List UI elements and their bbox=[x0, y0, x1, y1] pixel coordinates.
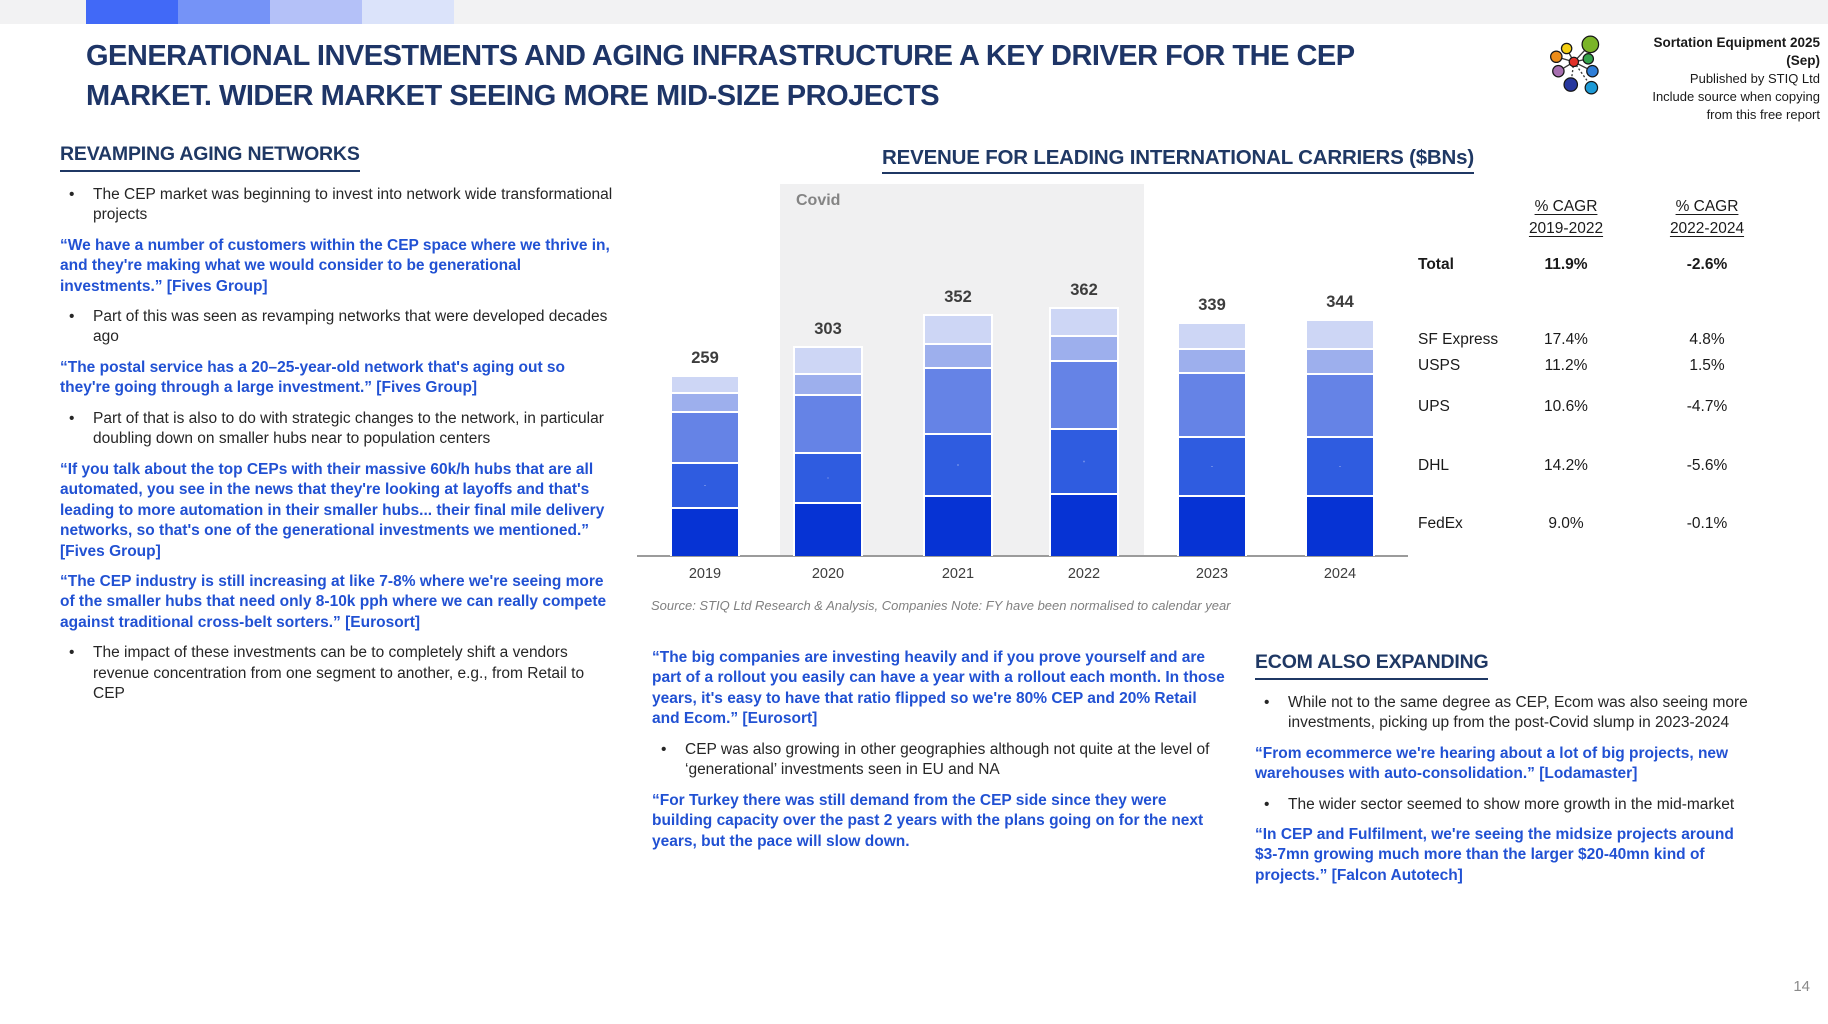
page-title bbox=[86, 36, 1506, 116]
cagr-row-label: DHL bbox=[1418, 457, 1450, 475]
bar-total-label: 344 bbox=[1326, 292, 1354, 311]
cagr-row-total bbox=[1400, 256, 1795, 278]
cagr-value-2019-2022: 11.2% bbox=[1544, 356, 1588, 374]
cagr-value-2022-2024: -5.6% bbox=[1686, 457, 1728, 475]
cagr-value-2022-2024: -2.6% bbox=[1686, 256, 1728, 273]
cagr-row-sf-express bbox=[1400, 331, 1795, 353]
quote-text: “For Turkey there was still demand from the CEP side since they were building capacity over the past 2 years with the plans going on for the next years, but the pace will slow down. bbox=[652, 791, 1204, 850]
x-tick-label: 2022 bbox=[1067, 566, 1101, 582]
quote-text: “From ecommerce we're hearing about a lot of big projects, new warehouses with auto-consolidation.” [Lodamaster] bbox=[1255, 744, 1729, 783]
cagr-value-2022-2024: -4.7% bbox=[1686, 398, 1728, 416]
segment-usps bbox=[1179, 350, 1245, 372]
cagr-table bbox=[1400, 192, 1795, 552]
cagr-value-2019-2022: 9.0% bbox=[1548, 515, 1584, 533]
covid-band bbox=[780, 184, 1144, 556]
covid-annotation: Covid bbox=[796, 192, 841, 209]
ecom-column bbox=[1255, 650, 1760, 896]
segment-sf-express bbox=[1179, 324, 1245, 348]
cagr-row-ups bbox=[1400, 398, 1795, 420]
quote-text: “In CEP and Fulfilment, we're seeing the midsize projects around $3-7mn growing much more than the larger $20-40mn kind of projects.” [Falcon Autotech] bbox=[1255, 826, 1734, 884]
cagr-col1-header-line1: % CAGR bbox=[1534, 198, 1598, 215]
cagr-col2-header-line1: % CAGR bbox=[1675, 198, 1739, 215]
segment-dhl bbox=[672, 464, 738, 508]
cagr-row-label: FedEx bbox=[1418, 515, 1463, 533]
bullet-text: The CEP market was beginning to invest into network wide transformational projects bbox=[93, 185, 613, 224]
x-tick-label: 2021 bbox=[941, 566, 975, 582]
segment-dhl bbox=[1307, 438, 1373, 495]
x-tick-label: 2024 bbox=[1323, 566, 1357, 582]
branding-text bbox=[1620, 34, 1820, 124]
cagr-value-2019-2022: 11.9% bbox=[1544, 256, 1588, 273]
bullet-item bbox=[60, 643, 616, 704]
bar-total-label: 303 bbox=[814, 320, 842, 339]
x-tick-label: 2019 bbox=[688, 566, 722, 582]
bullet-item bbox=[1255, 693, 1760, 734]
bullet-dot: • bbox=[69, 409, 75, 427]
report-name: Sortation Equipment 2025 (Sep) bbox=[1653, 35, 1820, 68]
bullet-text: Part of this was seen as revamping networks that were developed decades ago bbox=[93, 308, 608, 346]
cagr-col2-header-line2: 2022-2024 bbox=[1669, 220, 1745, 237]
cagr-row-usps bbox=[1400, 357, 1795, 379]
quote-text: “The big companies are investing heavily and if you prove yourself and are part of a rollout you easily can have a year with a rollout each month. In those years, it's easy to have that ratio flipped so we're 80% CEP and 20% Retail and Ecom.” [Eurosort] bbox=[652, 649, 1225, 728]
bullet-item bbox=[60, 307, 616, 348]
quote-text: “If you talk about the top CEPs with their massive 60k/h hubs that are all automated, you see in the news that they're looking at layoffs and that's leading to more automation in their smaller hubs... their final mile delivery networks, so that's one of the generational investments we mentioned.” [Fives Group] bbox=[60, 460, 605, 560]
copy-note-line1: Include source when copying bbox=[1652, 89, 1820, 104]
segment-fedex bbox=[672, 509, 738, 556]
cagr-col1-header-line2: 2019-2022 bbox=[1528, 220, 1604, 237]
page-number: 14 bbox=[1793, 978, 1810, 995]
bullet-item bbox=[60, 409, 616, 450]
bullet-dot: • bbox=[69, 308, 75, 325]
bullet-item bbox=[1255, 795, 1760, 815]
bar-2023 bbox=[1177, 322, 1247, 556]
segment-fedex bbox=[1307, 497, 1373, 556]
segment-usps bbox=[672, 394, 738, 411]
publisher-line: Published by STIQ Ltd bbox=[1689, 71, 1820, 86]
chart-title-wrap bbox=[764, 146, 1592, 187]
copy-note-line2: from this free report bbox=[1706, 107, 1820, 122]
segment-ups bbox=[1179, 374, 1245, 435]
accent-square bbox=[362, 0, 454, 24]
bullet-text: CEP was also growing in other geographies although not quite at the level of ‘generational’ investments seen in EU and NA bbox=[685, 740, 1210, 779]
segment-sf-express bbox=[672, 377, 738, 392]
middle-column bbox=[652, 648, 1227, 862]
cagr-value-2022-2024: -0.1% bbox=[1686, 515, 1728, 533]
segment-sf-express bbox=[1307, 321, 1373, 348]
cagr-row-fedex bbox=[1400, 515, 1795, 537]
bar-total-label: 259 bbox=[691, 349, 719, 368]
accent-square bbox=[178, 0, 270, 24]
left-column-items bbox=[60, 185, 616, 705]
quote-text: “The postal service has a 20–25-year-old network that's aging out so they're going through a large investment.” [Fives Group] bbox=[60, 358, 566, 397]
segment-fedex bbox=[1179, 497, 1245, 556]
bar-2019 bbox=[670, 375, 740, 556]
cagr-value-2022-2024: 4.8% bbox=[1689, 331, 1725, 349]
bullet-text: Part of that is also to do with strategic changes to the network, in particular doubling down on smaller hubs near to population centers bbox=[93, 409, 604, 448]
top-strip-squares bbox=[86, 0, 454, 24]
cagr-row-label: USPS bbox=[1418, 356, 1461, 374]
segment-ups bbox=[672, 413, 738, 462]
middle-column-items bbox=[652, 648, 1227, 852]
bullet-dot: • bbox=[69, 185, 75, 203]
accent-square bbox=[86, 0, 178, 24]
x-tick-label: 2023 bbox=[1195, 566, 1229, 582]
top-strip bbox=[0, 0, 1828, 24]
bar-total-label: 362 bbox=[1070, 281, 1098, 300]
left-column-heading: REVAMPING AGING NETWORKS bbox=[60, 142, 360, 172]
accent-square bbox=[270, 0, 362, 24]
bullet-dot: • bbox=[661, 740, 667, 758]
bullet-text: While not to the same degree as CEP, Ecom was also seeing more investments, picking up from the post-Covid slump in 2023-2024 bbox=[1288, 693, 1748, 732]
quote-text: “We have a number of customers within the CEP space where we thrive in, and they're making what we would consider to be generational investments.” [Fives Group] bbox=[60, 236, 610, 295]
bullet-dot: • bbox=[69, 644, 75, 662]
ecom-items bbox=[1255, 693, 1760, 887]
cagr-row-label: SF Express bbox=[1418, 331, 1499, 349]
left-column bbox=[60, 142, 616, 715]
bullet-dot: • bbox=[1264, 795, 1270, 813]
bullet-item bbox=[652, 740, 1227, 781]
cagr-value-2019-2022: 10.6% bbox=[1544, 398, 1588, 416]
x-tick-label: 2020 bbox=[811, 566, 845, 582]
ecom-heading: ECOM ALSO EXPANDING bbox=[1255, 650, 1488, 680]
segment-dhl bbox=[1179, 438, 1245, 495]
chart-source-note: Source: STIQ Ltd Research & Analysis, Companies Note: FY have been normalised to calendar year bbox=[651, 598, 1231, 613]
bullet-item bbox=[60, 185, 616, 226]
bar-total-label: 352 bbox=[944, 287, 972, 306]
segment-usps bbox=[1307, 350, 1373, 373]
cagr-value-2019-2022: 14.2% bbox=[1544, 457, 1588, 475]
bullet-dot: • bbox=[1264, 693, 1270, 711]
segment-ups bbox=[1307, 375, 1373, 436]
quote-text: “The CEP industry is still increasing at like 7-8% where we're seeing more of the smaller hubs that need only 8-10k pph where we can really compete against traditional cross-belt sorters.” [Eurosort] bbox=[60, 572, 607, 631]
bar-2024 bbox=[1305, 319, 1375, 556]
chart-title: REVENUE FOR LEADING INTERNATIONAL CARRIERS ($BNs) bbox=[882, 146, 1474, 174]
bullet-text: The impact of these investments can be to completely shift a vendors revenue concentration from one segment to another, e.g., from Retail to CEP bbox=[93, 644, 585, 703]
branding-block bbox=[1540, 30, 1828, 122]
bar-total-label: 339 bbox=[1198, 296, 1226, 315]
bullet-text: The wider sector seemed to show more growth in the mid-market bbox=[1288, 795, 1735, 813]
cagr-row-label: UPS bbox=[1418, 398, 1450, 416]
cagr-value-2019-2022: 17.4% bbox=[1544, 331, 1588, 349]
cagr-row-dhl bbox=[1400, 457, 1795, 479]
cagr-value-2022-2024: 1.5% bbox=[1689, 356, 1725, 374]
page-title-line1: GENERATIONAL INVESTMENTS AND AGING INFRASTRUCTURE A KEY DRIVER FOR THE CEP bbox=[86, 40, 1355, 72]
cagr-row-label: Total bbox=[1418, 256, 1454, 273]
page-title-line2: MARKET. WIDER MARKET SEEING MORE MID-SIZE PROJECTS bbox=[86, 80, 940, 112]
